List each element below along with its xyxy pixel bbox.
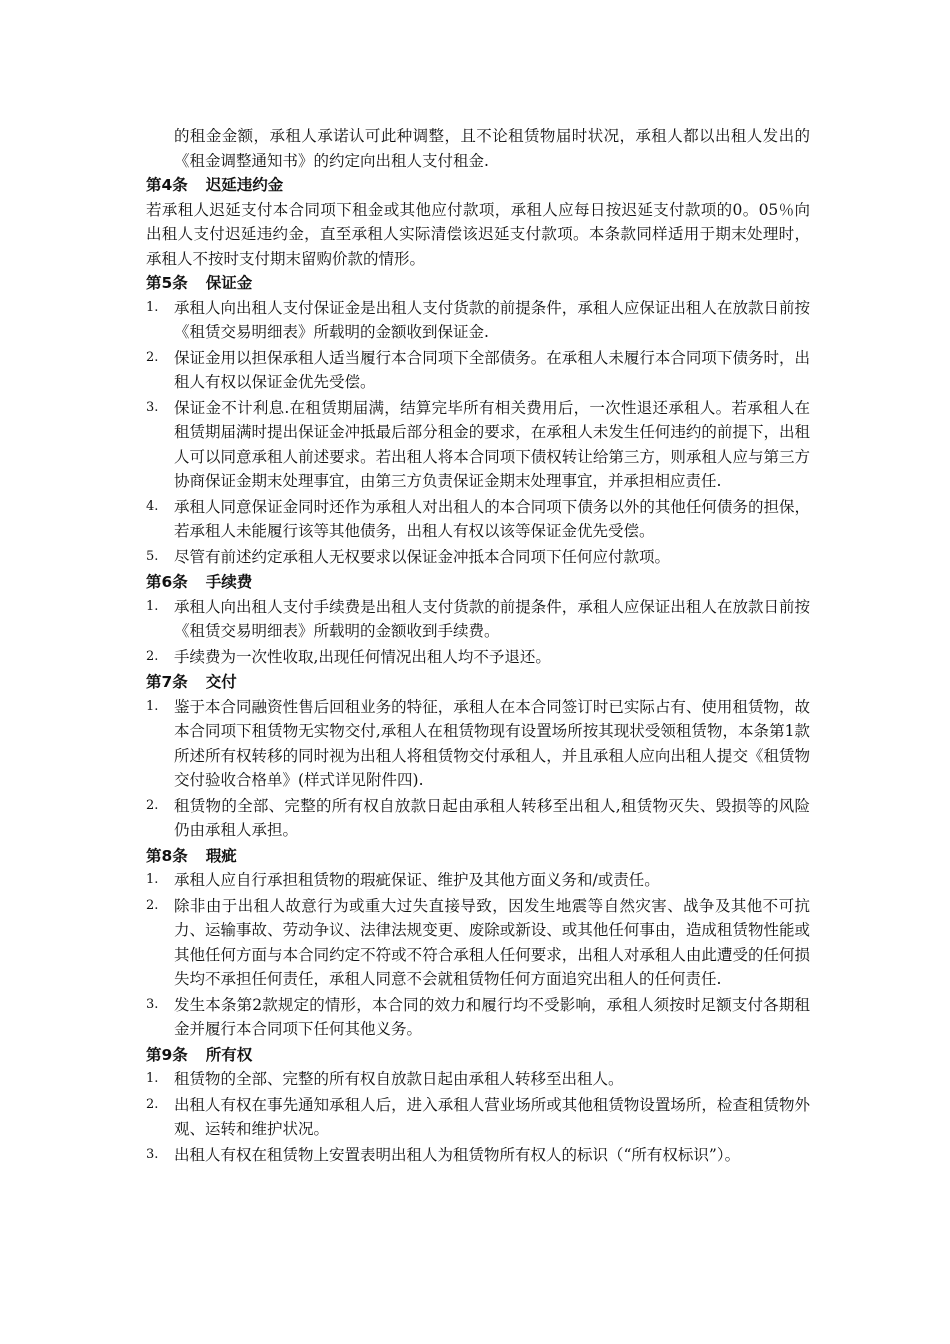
list-item bbox=[146, 868, 810, 893]
item-number: 2. bbox=[146, 648, 159, 664]
item-text: 保证金不计利息.在租赁期届满，结算完毕所有相关费用后，一次性退还承租人。若承租人在租赁期届满时提出保证金冲抵最后部分租金的要求，在承租人未发生任何违约的前提下，出租人可以同意承租人前述要求。若出租人将本合同项下债权转让给第三方，则承租人应与第三方协商保证金期末处理事宜，由第三方负责保证金期末处理事宜，并承担相应责任. bbox=[174, 398, 810, 490]
item-number: 2. bbox=[146, 349, 159, 365]
item-text: 发生本条第2款规定的情形，本合同的效力和履行均不受影响，承租人须按时足额支付各期租金并履行本合同项下任何其他义务。 bbox=[174, 995, 810, 1038]
item-text: 保证金用以担保承租人适当履行本合同项下全部债务。在承租人未履行本合同项下债务时，出租人有权以保证金优先受偿。 bbox=[174, 348, 810, 391]
intro-paragraph: 的租金金额，承租人承诺认可此种调整，且不论租赁物届时状况，承租人都以出租人发出的《租金调整通知书》的约定向出租人支付租金. bbox=[174, 127, 810, 170]
section-number: 第4条 bbox=[146, 176, 188, 194]
item-text: 承租人同意保证金同时还作为承租人对出租人的本合同项下债务以外的其他任何债务的担保，若承租人未能履行该等其他债务，出租人有权以该等保证金优先受偿。 bbox=[174, 497, 810, 540]
list-item bbox=[146, 894, 810, 992]
list-item bbox=[146, 993, 810, 1042]
item-number: 2. bbox=[146, 797, 159, 813]
section-title: 所有权 bbox=[205, 1045, 253, 1064]
section-number: 第8条 bbox=[146, 846, 188, 865]
section-number: 第9条 bbox=[146, 1045, 188, 1064]
section-number: 第6条 bbox=[146, 573, 188, 591]
list-item bbox=[146, 595, 810, 644]
list-item bbox=[146, 296, 810, 345]
list-item bbox=[146, 545, 810, 570]
section-title: 保证金 bbox=[205, 274, 253, 292]
item-number: 2. bbox=[146, 897, 159, 913]
list-item bbox=[146, 645, 810, 670]
list-item bbox=[146, 346, 810, 395]
list-item bbox=[146, 396, 810, 494]
section-title: 手续费 bbox=[205, 573, 253, 591]
section-4-paragraph: 若承租人迟延支付本合同项下租金或其他应付款项，承租人应每日按迟延支付款项的0。05％向出租人支付迟延违约金，直至承租人实际清偿该迟延支付款项。本条款同样适用于期末处理时，承租人不按时支付期末留购价款的情形。 bbox=[146, 200, 810, 268]
list-item bbox=[146, 495, 810, 544]
section-title: 交付 bbox=[205, 673, 237, 691]
section-title: 迟延违约金 bbox=[205, 176, 284, 194]
section-6-heading bbox=[146, 570, 810, 595]
item-number: 4. bbox=[146, 498, 159, 514]
list-item bbox=[146, 1143, 810, 1168]
list-item bbox=[146, 695, 810, 793]
item-text: 承租人应自行承担租赁物的瑕疵保证、维护及其他方面义务和/或责任。 bbox=[174, 871, 660, 889]
item-text: 租赁物的全部、完整的所有权自放款日起由承租人转移至出租人。 bbox=[174, 1070, 624, 1088]
item-number: 1. bbox=[146, 299, 159, 315]
section-7-heading bbox=[146, 670, 810, 695]
item-text: 租赁物的全部、完整的所有权自放款日起由承租人转移至出租人,租赁物灭失、毁损等的风险仍由承租人承担。 bbox=[174, 796, 810, 839]
list-item bbox=[146, 794, 810, 843]
item-text: 出租人有权在事先通知承租人后，进入承租人营业场所或其他租赁物设置场所，检查租赁物外观、运转和维护状况。 bbox=[174, 1095, 810, 1138]
item-number: 5. bbox=[146, 548, 159, 564]
list-item bbox=[146, 1067, 810, 1092]
item-text: 承租人向出租人支付手续费是出租人支付货款的前提条件，承租人应保证出租人在放款日前按《租赁交易明细表》所载明的金额收到手续费。 bbox=[174, 597, 810, 640]
item-number: 3. bbox=[146, 1146, 159, 1162]
item-number: 3. bbox=[146, 399, 159, 415]
section-5-list bbox=[146, 296, 810, 570]
section-9-list bbox=[146, 1067, 810, 1167]
section-5-heading bbox=[146, 271, 810, 296]
contract-body bbox=[146, 124, 810, 1168]
item-text: 鉴于本合同融资性售后回租业务的特征，承租人在本合同签订时已实际占有、使用租赁物，故本合同项下租赁物无实物交付,承租人在租赁物现有设置场所按其现状受领租赁物，本条第1款所述所有权转移的同时视为出租人将租赁物交付承租人，并且承租人应向出租人提交《租赁物交付验收合格单》(样式详见附件四). bbox=[174, 697, 810, 789]
list-item bbox=[146, 1093, 810, 1142]
section-6-list bbox=[146, 595, 810, 670]
section-9-heading bbox=[146, 1043, 810, 1068]
section-7-list bbox=[146, 695, 810, 843]
item-number: 1. bbox=[146, 698, 159, 714]
section-title: 瑕疵 bbox=[205, 846, 237, 865]
item-text: 手续费为一次性收取,出现任何情况出租人均不予退还。 bbox=[174, 647, 551, 666]
item-number: 1. bbox=[146, 872, 159, 887]
item-text: 尽管有前述约定承租人无权要求以保证金冲抵本合同项下任何应付款项。 bbox=[174, 547, 671, 566]
item-number: 1. bbox=[146, 1071, 159, 1086]
section-8-heading bbox=[146, 844, 810, 869]
section-number: 第5条 bbox=[146, 274, 188, 292]
section-8-list bbox=[146, 868, 810, 1042]
item-text: 出租人有权在租赁物上安置表明出租人为租赁物所有权人的标识（“所有权标识”）。 bbox=[174, 1145, 741, 1164]
section-number: 第7条 bbox=[146, 673, 188, 691]
item-number: 1. bbox=[146, 598, 159, 614]
item-text: 除非由于出租人故意行为或重大过失直接导致，因发生地震等自然灾害、战争及其他不可抗力、运输事故、劳动争议、法律法规变更、废除或新设、或其他任何事由，造成租赁物性能或其他任何方面与本合同约定不符或不符合承租人任何要求，出租人对承租人由此遭受的任何损失均不承担任何责任，承租人同意不会就租赁物任何方面追究出租人的任何责任. bbox=[174, 896, 810, 988]
item-number: 2. bbox=[146, 1096, 159, 1112]
item-text: 承租人向出租人支付保证金是出租人支付货款的前提条件，承租人应保证出租人在放款日前按《租赁交易明细表》所载明的金额收到保证金. bbox=[174, 298, 810, 341]
item-number: 3. bbox=[146, 996, 159, 1012]
section-4-heading bbox=[146, 173, 810, 198]
